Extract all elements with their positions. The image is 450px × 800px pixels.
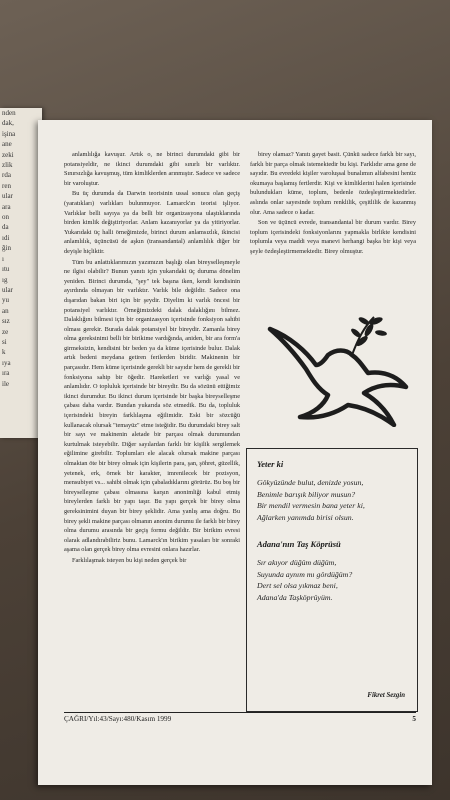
previous-page-text-fragment: yu <box>2 296 9 305</box>
poem-line: Adana'da Taşköprüyüm. <box>257 592 333 602</box>
left-column <box>64 150 240 567</box>
previous-page-text-fragment: ile <box>2 379 9 388</box>
previous-page-text-fragment: ıra <box>2 369 10 378</box>
poem-title: Yeter ki <box>257 459 284 469</box>
poem-box <box>246 448 418 712</box>
previous-page-text-fragment: si <box>2 337 7 346</box>
previous-page-text-fragment: ğin <box>2 244 11 253</box>
poem-title: Adana'nın Taş Köprüsü <box>257 539 341 549</box>
previous-page-text-fragment: nden <box>2 109 16 117</box>
previous-page-text-fragment: an <box>2 306 9 315</box>
poem-line: Ağlarken yanımda birisi olsun. <box>257 512 354 522</box>
poem-author: Fikret Sezgin <box>367 692 405 699</box>
previous-page-text-fragment: ze <box>2 327 9 336</box>
issue-citation: ÇAĞRI/Yıl:43/Sayı:480/Kasım 1999 <box>64 715 172 723</box>
previous-page-text-fragment: ular <box>2 192 13 201</box>
previous-page-text-fragment: dak, <box>2 119 14 128</box>
previous-page-text-fragment: ıya <box>2 358 11 367</box>
paragraph: Bu üç durumda da Darwin teorisinin ussal sonucu olan geçiş (yaratıkları) varlıkları bulunmuyor. Lamarck'ın teorisi işliyor. Varlıklar belli sayıya ya da belli bir organizasyona ulaştıklarında birden kimlik değiştiriyorlar. Anlam kazanıyorlar ya da yitiriyorlar. Yukarıdaki üç halli örneğimizde, birinci durum anlamsızlık, ikincisi anlamlılık, üçüncüsü de aşkın (transandantal) anlamlılık diğer bir deyişle hiçliktir. <box>64 190 240 255</box>
previous-page-text-fragment: ular <box>2 285 13 294</box>
poem-line: Suyunda aynım mı gördüğüm? <box>257 569 353 579</box>
previous-page-edge <box>0 108 42 438</box>
paragraph: Son ve üçüncü evrede, transandantal bir durum vardır. Birey toplum içerisindeki fonksiyonlarını yapmakla birlikte kendisini toplumla veya maddi veya manevi herhangi başka bir kişi veya şeyle özdeşleştirmemektedir. Birey olmuştur. <box>250 219 416 255</box>
previous-page-text-fragment: işina <box>2 129 16 138</box>
poem-line: Bir mendil vermesin bana yeter ki, <box>257 501 365 510</box>
poem-line: Gökyüzünde bulut, denizde yosun, <box>257 478 364 487</box>
right-column <box>250 150 416 258</box>
previous-page-text-fragment: zlik <box>2 161 13 170</box>
poem-line: Benimle barışık biliyor musun? <box>257 489 356 499</box>
previous-page-text-fragment: sız <box>2 317 10 326</box>
page-footer <box>64 715 416 723</box>
previous-page-text-fragment: ı <box>2 254 4 263</box>
previous-page-text-fragment: on <box>2 213 9 222</box>
previous-page-text-fragment: k <box>2 348 6 357</box>
previous-page-text-fragment: da <box>2 223 9 232</box>
previous-page-text-fragment: ara <box>2 202 11 211</box>
previous-page-text-fragment: rda <box>2 171 11 180</box>
poem-line: Sır akıyor düğüm düğüm, <box>257 558 337 567</box>
dove-with-olive-branch-illustration <box>266 309 416 427</box>
previous-page-text-fragment: ren <box>2 181 11 190</box>
poem-line: Dert sel olsa yıkmaz beni, <box>257 581 338 590</box>
previous-page-text-fragment: ıtu <box>2 265 10 274</box>
paragraph: birey olamaz? Yanıtı gayet basit. Çünkü sadece farklı bir sayı, farklı bir parça olmak istemektedir bu kişi. Farklıdır ama gene de sayıdır. Bu evredeki kişiler varoluşsal bunalımın alfabesini henüz okumaya başlamış fertlerdir. Kişi ve kimliklerini halen içerisinde bulundukları küme, toplum, bedenle özdeşleştirmektedirler. aslında onlar sayesinde toplum renklilik, çeşitlilik de kazanmış olur. Ama sadece o kadar. <box>250 151 416 216</box>
paragraph: anlamlılığa kavuşur. Artık o, ne birinci durumdaki gibi bir potansiyeldir, ne ikinci durumdaki gibi sınırlı bir varlıktır. Sınırsızlığa kavuşmuş, tüm kimliklerden arınmıştır. Sadece ve sadece bir varoluştur. <box>64 151 240 187</box>
previous-page-text-fragment: ane <box>2 140 12 149</box>
paragraph: Farklılaşmak isteyen bu kişi neden gerçek bir <box>72 556 187 564</box>
paragraph: Tüm bu anlattıklarımızın yazımızın başlığı olan bireyselleşmeyle ne ilgisi olabilir? Bunun yanıtı için yukarıdaki üç duruma dönelim yeniden. Birinci durumda, "şey" tek başına iken, kendi kendisinin ayırdında olmayan bir varlıktır. Varlık bile değildir. Sadece ona dışarıdan bakan biri için bir şeydir. Diyelim ki varlık öncesi bir potansiyel varlıktır. Örneğimizdeki dalak dalaklığını bilmez. Dalaklığını bilmesi için bir organizasyon içerisinde fonksiyon sahibi olması gerekir. Burada dalak potansiyel bir bireydir. Zamanla birey olma gereksinimi belli bir birikime vardığında, aniden, bir ara form'a girmeksizin, kendisini bir beden ya da küme içerisinde bulur. Dalak artık bedeni meydana getiren ferilerden biridir. Makinenin bir parçasıdır. Hem küme içerisinde gerekli bir sayıdır hem de gerekli bir fonksiyona sahip bir öğedir. Hareketleri ve varlığı yasal ve anlamlıdır. O topluluk içerisinde bir bireydir. Bu da sözünü ettiğimiz ikinci durumdur. Bu ikinci durum içerisinde bir başka bireyselleşme çabası daha vardır. Bundan yukarıda söz etmedik. Bu da, topluluk içerisindeki bireyin farklılaşma eğilimidir. Eski bir sözcüğü kullanacak olursak "temayüz" etme isteğidir. Bu durumdaki birey salt bir sayı ve makinenin aletade bir parçası olmak durumundan kurtulmak isteyebilir. Diğer sayılardan farklı bir kişilik sergilemek eğilimine girebilir. Toplumları ele alacak olursak makine parçası olmaktan öte bir birey olmak için kişilerin para, şan, şöhret, güzellik, yetenek, erk, örnek bir karakter, imrenilecek bir pozisyon, mensubiyet vs... sahibi olmak için çabaladıklarını görürüz. Bu boş bir bireyselleşme çabası olmasına karşın anonimliği kabul etmiş bireylerden farklı bir yapı taşır. Bu yapı gerçek bir birey olma gereksinimini duyan bir birey şeklidir. Ama yanlış ama doğru. Bu birey şekli makine parçası olmanın anonim durumu ile farklı bir birey olma durumu arasında bir geçiş formu değildir. Bir birikim evresi olarak adlandırabiliriz bunu. Lamarck'ın birikim yasaları bir sonraki aşama olan gerçek birey olma evresini onlara hazırlar. <box>64 258 240 554</box>
footer-divider <box>64 712 416 713</box>
previous-page-text-fragment: zeki <box>2 150 14 159</box>
previous-page-text-fragment: ıg <box>2 275 8 284</box>
page-number: 5 <box>412 715 416 723</box>
previous-page-text-fragment: ıdi <box>2 233 10 242</box>
magazine-page <box>38 120 432 785</box>
